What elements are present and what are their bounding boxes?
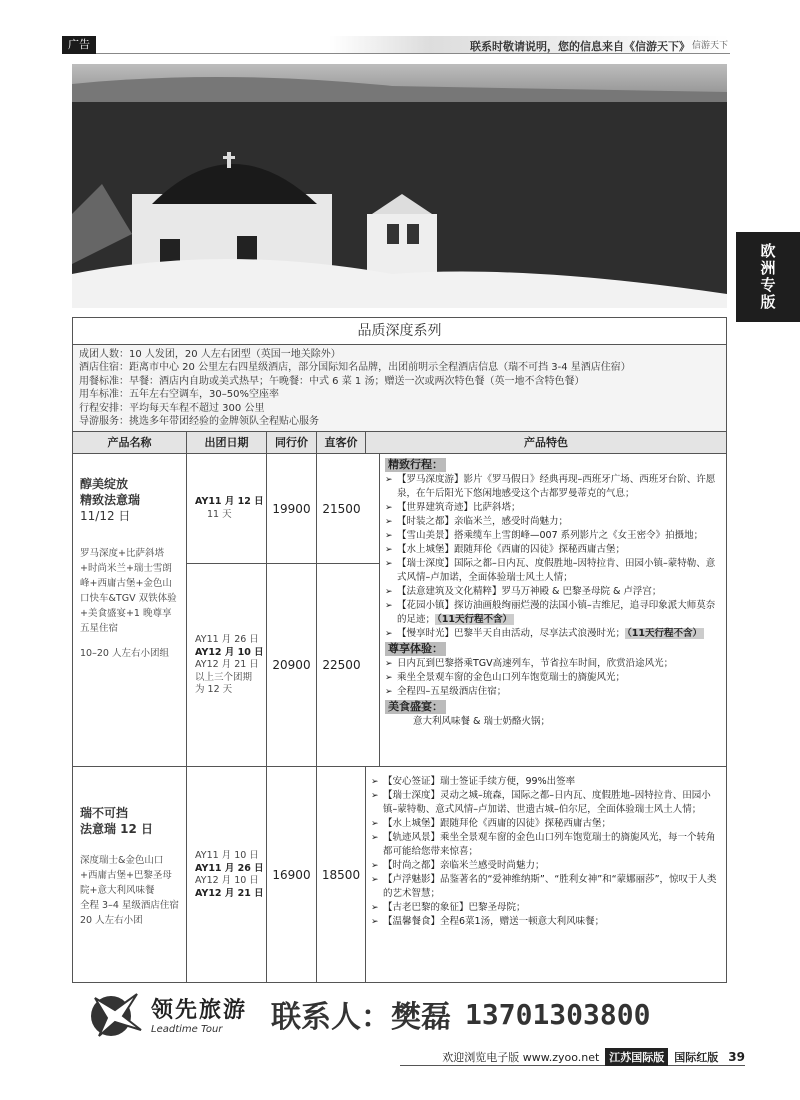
section-heading: 尊享体验： xyxy=(385,642,446,656)
table-row xyxy=(73,454,726,767)
info-line: 导游服务：挑选多年带团经验的金牌领队全程贴心服务 xyxy=(79,416,319,428)
product-title: 醇美绽放 xyxy=(80,477,129,492)
table-header xyxy=(73,432,726,454)
section-heading: 美食盛宴： xyxy=(385,700,446,714)
date: AY12 月 10 日 xyxy=(195,646,264,658)
dates xyxy=(187,564,267,766)
footer xyxy=(400,1048,745,1066)
feature-item: ➢ 【温馨餐食】全程6菜1汤，赠送一顿意大利风味餐； xyxy=(371,915,721,929)
feature-text: 【花园小镇】探访油画般绚丽烂漫的法国小镇–吉维尼，追寻印象派大师莫奈的足迹； xyxy=(397,600,716,626)
feature-item: ➢ 【时装之都】亲临米兰，感受时尚魅力； xyxy=(385,515,721,529)
section-heading: 精致行程： xyxy=(385,458,446,472)
product-info xyxy=(73,767,187,983)
feature-item: ➢ 【世界建筑奇迹】比萨斜塔； xyxy=(385,501,721,515)
info-line: 用车标准：五年左右空调车，30–50%空座率 xyxy=(79,389,279,401)
standards-info xyxy=(73,345,726,432)
dates xyxy=(187,767,267,983)
brand-name: 领先旅游 xyxy=(151,997,248,1023)
info-line: 用餐标准：早餐：酒店内自助或美式热早；午晚餐：中式 6 菜 1 汤；赠送一次或两次特色餐（英一地不含特色餐） xyxy=(79,375,585,387)
publication-logo: 信游天下 xyxy=(691,41,728,51)
product-subtitle: 法意瑞 12 日 xyxy=(80,822,154,837)
product-desc: 罗马深度+比萨斜塔+时尚米兰+瑞士雪朗峰+西庸古堡+金色山口快车&TGV 双铁体验+美食盛宴+1 晚尊享五星住宿 xyxy=(80,548,177,635)
contact-phone: 13701303800 xyxy=(465,997,651,1031)
product-duration: 11/12 日 xyxy=(80,509,131,524)
col-peer-price: 同行价 xyxy=(267,432,317,453)
feature-item: ➢ 日内瓦到巴黎搭乘TGV高速列车，节省拉车时间，欣赏沿途风光； xyxy=(385,657,721,671)
page-number: 39 xyxy=(728,1049,745,1064)
peer-price: 16900 xyxy=(267,767,317,983)
feature-item: 意大利风味餐 & 瑞士奶酪火锅； xyxy=(413,716,550,728)
dates xyxy=(187,454,267,563)
departure-row xyxy=(187,564,379,766)
product-features xyxy=(380,454,726,766)
date: 以上三个团期 xyxy=(195,671,253,683)
date: AY11 月 26 日 xyxy=(195,862,264,874)
direct-price: 21500 xyxy=(322,501,361,516)
feature-item: ➢ 【古老巴黎的象征】巴黎圣母院； xyxy=(371,901,721,915)
product-info xyxy=(73,454,187,766)
feature-item: ➢ 【法意建筑及文化精粹】罗马万神殿 & 巴黎圣母院 & 卢浮宫； xyxy=(385,585,721,599)
feature-item xyxy=(385,599,721,627)
ad-tag: 广告 xyxy=(62,36,96,54)
contact-person: 联系人：樊磊 xyxy=(271,1000,452,1035)
feature-item: ➢ 【水上城堡】跟随拜伦《西庸的囚徒》探秘西庸古堡； xyxy=(385,543,721,557)
product-title: 瑞不可挡 xyxy=(80,806,129,821)
product-subtitle: 精致法意瑞 xyxy=(80,493,141,508)
peer-price: 20900 xyxy=(267,564,317,766)
series-title: 品质深度系列 xyxy=(73,318,726,345)
col-features: 产品特色 xyxy=(524,436,568,450)
santorini-photo xyxy=(72,64,727,308)
info-line: 行程安排：平均每天车程不超过 300 公里 xyxy=(79,402,265,414)
feature-text: 【慢享时光】巴黎半天自由活动，尽享法式浪漫时光； xyxy=(397,628,626,640)
hotel-note: 全程 3–4 星级酒店住宿 xyxy=(80,900,179,912)
date: AY11 月 26 日 xyxy=(195,634,259,646)
feature-item: ➢ 【瑞士深度】灵动之城–琉森，国际之都–日内瓦、度假胜地–因特拉肯、田园小镇–蒙特勒、意式风情–卢加诺、世遗古城–伯尔尼，全面体验瑞士风土人情； xyxy=(371,789,721,817)
europe-edition-tab: 欧洲专版 xyxy=(736,232,800,322)
product-features xyxy=(366,767,726,983)
feature-item: ➢ 【瑞士深度】国际之都–日内瓦、度假胜地–因特拉肯、田园小镇–蒙特勒、意式风情–卢加诺，全面体验瑞士风土人情； xyxy=(385,557,721,585)
group-size: 10–20 人左右小团组 xyxy=(80,648,169,660)
tag-11day-excluded: （11天行程不含） xyxy=(437,614,512,626)
feature-item: ➢ 【安心签证】瑞士签证手续方便，99%出签率 xyxy=(371,775,721,789)
product-desc: 深度瑞士&金色山口+西庸古堡+巴黎圣母院+意大利风味餐 xyxy=(80,855,172,897)
col-direct-price: 直客价 xyxy=(317,432,366,453)
col-product-name: 产品名称 xyxy=(73,432,187,453)
feature-item: ➢ 乘坐全景观车窗的金色山口列车饱览瑞士的旖旎风光； xyxy=(385,671,721,685)
col-departure: 出团日期 xyxy=(187,432,267,453)
peer-price: 19900 xyxy=(267,454,317,563)
feature-item: ➢ 【雪山美景】搭乘缆车上雪朗峰—007 系列影片之《女王密令》拍摄地； xyxy=(385,529,721,543)
feature-item: ➢ 【时尚之都】亲临米兰感受时尚魅力； xyxy=(371,859,721,873)
group-size: 20 人左右小团 xyxy=(80,915,143,927)
date: 为 12 天 xyxy=(195,684,233,696)
feature-item: ➢ 【水上城堡】跟随拜伦《西庸的囚徒》探秘西庸古堡； xyxy=(371,817,721,831)
date: AY12 月 10 日 xyxy=(195,875,259,887)
brand xyxy=(151,993,247,1035)
direct-price: 18500 xyxy=(317,767,366,983)
source-note: 联系时敬请说明，您的信息来自《信游天下》 xyxy=(470,40,690,53)
info-line: 酒店住宿：距离市中心 20 公里左右四星级酒店，部分国际知名品牌，出团前明示全程酒店信息（瑞不可挡 3-4 星酒店住宿） xyxy=(79,362,631,374)
departure-row xyxy=(187,454,379,564)
feature-item: ➢ 全程四–五星级酒店住宿； xyxy=(385,685,721,699)
feature-item: ➢ 【轨迹风景】乘坐全景观车窗的金色山口列车饱览瑞士的旖旎风光，每一个转角都可能给您带来惊喜； xyxy=(371,831,721,859)
date: AY11 月 12 日 xyxy=(195,496,264,508)
date: AY11 月 10 日 xyxy=(195,850,259,862)
product-table xyxy=(72,317,727,983)
info-line: 成团人数：10 人发团，20 人左右团型（英国一地关除外） xyxy=(79,349,341,360)
feature-item: ➢ 【罗马深度游】影片《罗马假日》经典再现–西班牙广场、西班牙台阶、许愿泉，在午后阳光下悠闲地感受这个古都罗曼蒂克的气息； xyxy=(385,473,721,501)
footer-text: 欢迎浏览电子版 www.zyoo.net xyxy=(442,1050,600,1064)
table-row xyxy=(73,767,726,983)
date: 11 天 xyxy=(207,508,232,520)
brand-name-en: Leadtime Tour xyxy=(151,1024,223,1035)
tag-11day-excluded: （11天行程不含） xyxy=(627,628,702,640)
direct-price: 22500 xyxy=(322,658,361,673)
contact-banner xyxy=(85,988,725,1040)
date: AY12 月 21 日 xyxy=(195,659,259,671)
edition-badge: 江苏国际版 xyxy=(605,1048,668,1066)
date: AY12 月 21 日 xyxy=(195,887,264,899)
leadtime-logo-icon xyxy=(85,990,145,1038)
section-label: 国际红版 xyxy=(674,1050,719,1064)
feature-item: ➢ 【卢浮魅影】品鉴著名的“爱神维纳斯”、“胜利女神”和“蒙娜丽莎”，惊叹于人类的艺术智慧； xyxy=(371,873,721,901)
feature-item xyxy=(385,627,721,641)
